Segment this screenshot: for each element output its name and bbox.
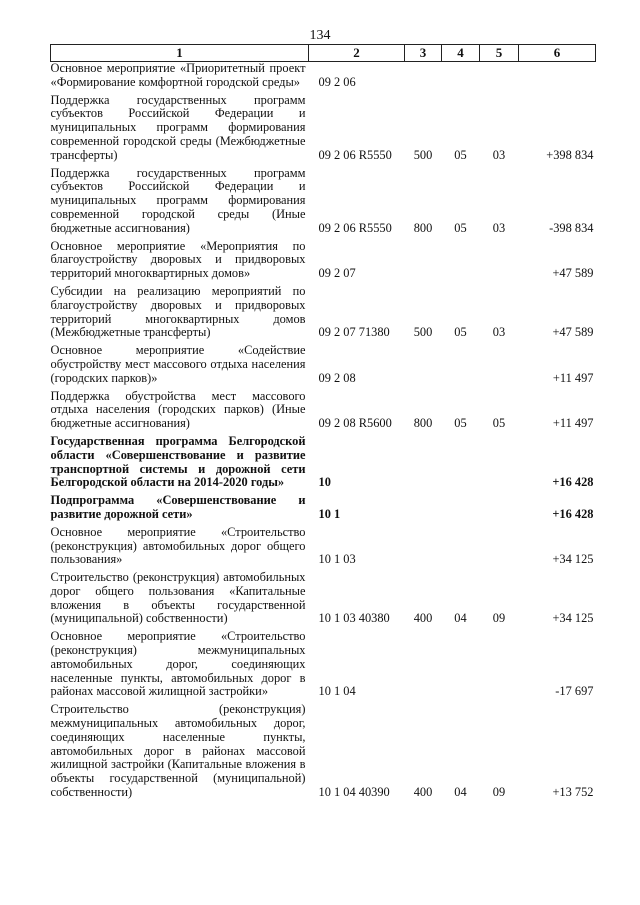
row-sum-cell: +34 125 [552,552,594,567]
row-code-cell: 09 2 06 [318,74,356,89]
table-body [51,62,596,800]
budget-table [50,44,596,800]
row-name-cell: Подпрограмма «Совершенствование и развитие дорожной сети» [50,493,306,521]
table-row [51,386,596,431]
row-sum-cell: +16 428 [552,506,594,521]
table-row [51,281,596,340]
row-sum-cell: +11 497 [552,370,594,385]
row-name-cell: Основное мероприятие «Мероприятия по благоустройству дворовых и придворовых территорий многоквартирных домов» [50,238,306,281]
row-vr-cell [405,490,442,522]
row-rz-cell: 05 [454,416,467,431]
row-code-cell: 09 2 08 [318,370,356,385]
row-rz-cell [442,522,480,567]
row-pr-cell: 03 [492,220,506,235]
row-code-cell: 09 2 07 [318,266,356,281]
row-sum-cell: +34 125 [552,611,594,626]
row-name-cell: Поддержка государственных программ субъектов Российской Федерации и муниципальных программ формирования современной городской среды (Иные бюджетные ассигнования) [50,165,306,235]
row-rz-cell: 05 [454,147,467,162]
row-code-cell: 10 [318,475,331,490]
column-header-vr: 3 [405,45,442,62]
row-rz-cell [442,626,480,699]
column-header-name: 1 [51,45,309,62]
column-header-code: 2 [309,45,405,62]
row-vr-cell: 800 [413,416,433,431]
table-row [51,90,596,163]
row-code-cell: 09 2 08 R5600 [318,416,392,431]
row-code-cell: 10 1 [318,506,341,521]
row-sum-cell: +11 497 [552,416,594,431]
row-code-cell: 09 2 06 R5550 [318,220,392,235]
row-name-cell: Строительство (реконструкция) автомобильных дорог общего пользования «Капитальные вложения в объекты государственной (муниципальной) собственности) [50,570,306,626]
row-vr-cell [405,431,442,490]
table-row [51,490,596,522]
table-row [51,699,596,800]
row-code-cell: 10 1 04 40390 [318,785,390,800]
column-header-sum: 6 [519,45,596,62]
row-sum-cell [519,62,596,90]
row-pr-cell [480,236,519,281]
row-sum-cell: -17 697 [555,684,594,699]
row-name-cell: Основное мероприятие «Строительство (реконструкция) межмуниципальных автомобильных дорог, соединяющих населенные пункты, автомобильных дорог в районах массовой жилищной застройки» [50,629,306,699]
row-name-cell: Государственная программа Белгородской области «Совершенствование и развитие транспортной системы и дорожной сети Белгородской области на 2014-2020 годы» [50,433,306,490]
row-pr-cell [480,431,519,490]
row-vr-cell [405,62,442,90]
row-rz-cell: 04 [454,611,467,626]
table-header-row [51,45,596,62]
row-code-cell: 10 1 03 40380 [318,611,390,626]
row-sum-cell: +16 428 [552,475,594,490]
row-vr-cell: 400 [413,611,433,626]
row-pr-cell: 05 [492,416,506,431]
row-pr-cell [480,490,519,522]
row-name-cell: Субсидии на реализацию мероприятий по благоустройству дворовых и придворовых территорий многоквартирных домов (Межбюджетные трансферты) [50,283,306,340]
table-row [51,431,596,490]
row-vr-cell: 500 [413,325,433,340]
row-vr-cell [405,340,442,385]
column-header-rz: 4 [442,45,480,62]
table-row [51,626,596,699]
row-rz-cell [442,340,480,385]
row-sum-cell: -398 834 [549,220,594,235]
table-row [51,163,596,236]
row-pr-cell: 03 [492,325,506,340]
row-sum-cell: +47 589 [552,266,594,281]
row-name-cell: Поддержка государственных программ субъектов Российской Федерации и муниципальных программ формирования современной городской среды (Межбюджетные трансферты) [50,92,306,162]
row-pr-cell: 09 [492,611,506,626]
row-rz-cell: 05 [454,220,467,235]
table-row [51,340,596,385]
row-vr-cell: 500 [413,147,433,162]
table-row [51,522,596,567]
row-vr-cell [405,522,442,567]
row-pr-cell [480,340,519,385]
row-pr-cell [480,62,519,90]
row-sum-cell: +13 752 [552,785,594,800]
row-rz-cell [442,431,480,490]
row-sum-cell: +398 834 [546,147,594,162]
row-rz-cell [442,490,480,522]
row-pr-cell [480,626,519,699]
row-sum-cell: +47 589 [552,325,594,340]
row-name-cell: Основное мероприятие «Строительство (реконструкция) автомобильных дорог общего пользования» [50,524,306,567]
row-name-cell: Основное мероприятие «Приоритетный проект «Формирование комфортной городской среды» [50,61,306,89]
row-pr-cell: 09 [492,785,506,800]
row-vr-cell: 400 [413,785,433,800]
row-vr-cell [405,236,442,281]
row-code-cell: 09 2 07 71380 [318,325,390,340]
table-row [51,567,596,626]
row-pr-cell: 03 [492,147,506,162]
row-code-cell: 10 1 04 [318,684,356,699]
row-rz-cell: 04 [454,785,467,800]
row-vr-cell [405,626,442,699]
row-rz-cell [442,236,480,281]
row-rz-cell [442,62,480,90]
row-rz-cell: 05 [454,325,467,340]
row-name-cell: Основное мероприятие «Содействие обустройству мест массового отдыха населения (городских парков)» [50,343,306,385]
row-name-cell: Строительство (реконструкция) межмуниципальных автомобильных дорог, соединяющих населенные пункты, автомобильных дорог в районах массовой жилищной застройки (Капитальные вложения в объекты государственной (муниципальной) собственности) [50,702,306,800]
row-name-cell: Поддержка обустройства мест массового отдыха населения (городских парков) (Иные бюджетные ассигнования) [50,388,306,431]
page-number: 134 [309,28,331,43]
row-vr-cell: 800 [413,220,433,235]
row-code-cell: 09 2 06 R5550 [318,147,392,162]
table-row [51,236,596,281]
table-row [51,62,596,90]
column-header-pr: 5 [480,45,519,62]
row-pr-cell [480,522,519,567]
row-code-cell: 10 1 03 [318,552,356,567]
